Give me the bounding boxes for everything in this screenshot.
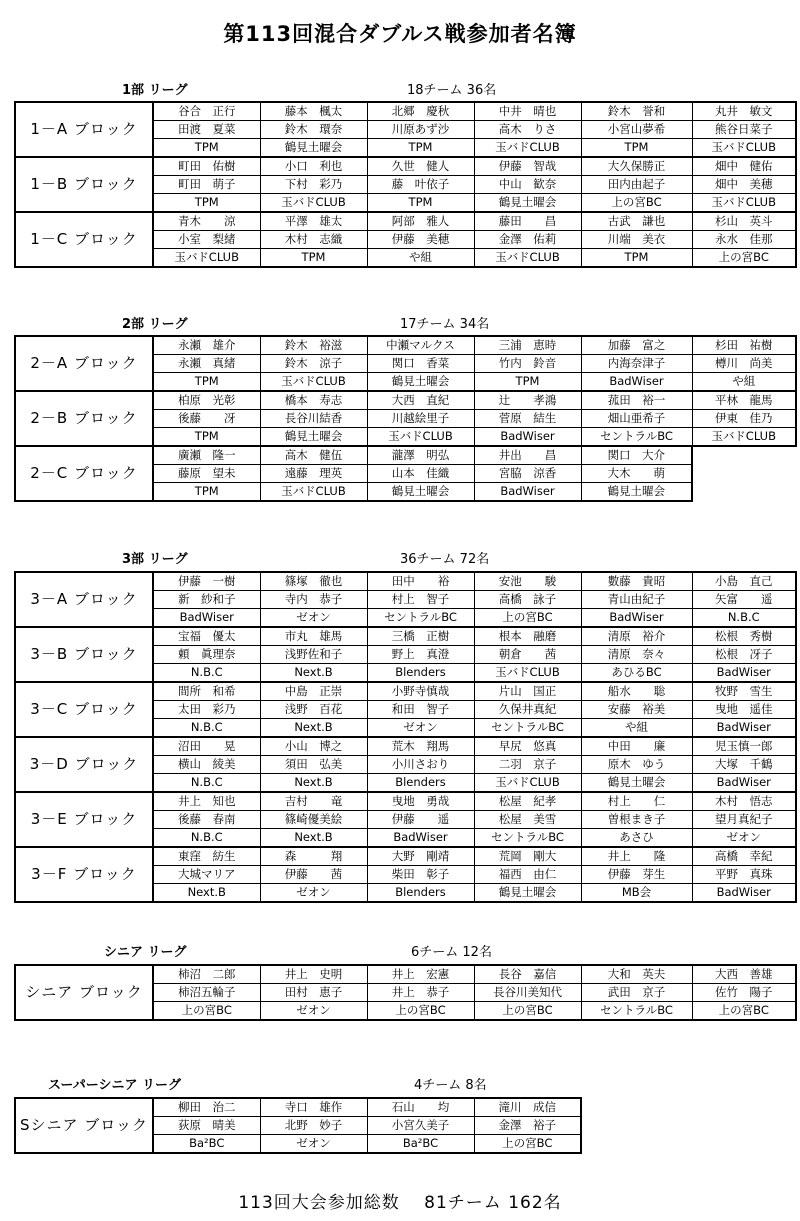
player-name: 古武 謙也 (581, 212, 692, 231)
player-name: 中井 晴也 (474, 102, 581, 121)
player-name: 武田 京子 (581, 984, 692, 1002)
player-name: 関口 大介 (581, 446, 692, 465)
player-row (15, 102, 796, 121)
player-name: 吉村 竜 (260, 792, 367, 811)
player-name: 木村 志織 (260, 231, 367, 249)
player-name: 遠藤 理英 (260, 465, 367, 483)
player-name: 松屋 紀孝 (474, 792, 581, 811)
player-name: 小川さおり (367, 756, 474, 774)
club-name: BadWiser (692, 774, 796, 793)
player-name: 伊東 佳乃 (692, 410, 796, 428)
player-name: 大塚 千鶴 (692, 756, 796, 774)
player-name: 寺内 恭子 (260, 591, 367, 609)
player-name: 新 紗和子 (153, 591, 260, 609)
player-name: 中田 廉 (581, 737, 692, 756)
player-name: 浅野 百花 (260, 701, 367, 719)
player-name: 畑中 健佑 (692, 157, 796, 176)
player-name: 青山由紀子 (581, 591, 692, 609)
player-name: 町田 佑樹 (153, 157, 260, 176)
player-name: 川端 美衣 (581, 231, 692, 249)
player-name: 大久保勝正 (581, 157, 692, 176)
player-name: 廣瀬 隆一 (153, 446, 260, 465)
player-name: 小山 博之 (260, 737, 367, 756)
club-name: 鶴見土曜会 (367, 483, 474, 502)
club-name: BadWiser (581, 609, 692, 628)
league-team-count: 18チーム 36名 (407, 83, 497, 98)
player-name: 柳田 治二 (153, 1098, 260, 1117)
league-name: 1部 リーグ (122, 83, 188, 98)
club-name: N.B.C (692, 609, 796, 628)
player-name: 間所 和希 (153, 682, 260, 701)
player-name: 荒木 翔馬 (367, 737, 474, 756)
club-name: BadWiser (581, 373, 692, 392)
league-header (0, 1072, 800, 1092)
player-name: 須田 弘美 (260, 756, 367, 774)
player-name: 鈴木 涼子 (260, 355, 367, 373)
league-team-count: 36チーム 72名 (400, 552, 490, 567)
player-row (15, 1098, 581, 1117)
club-name: Ba²BC (153, 1135, 260, 1154)
player-name: 川原あず沙 (367, 121, 474, 139)
player-name: 田内由起子 (581, 176, 692, 194)
player-name: 高木 りさ (474, 121, 581, 139)
player-name: 井上 恭子 (367, 984, 474, 1002)
player-name: 小野寺慎哉 (367, 682, 474, 701)
club-name: 上の宮BC (581, 194, 692, 213)
player-name: 関口 香菜 (367, 355, 474, 373)
player-row (15, 682, 796, 701)
player-name: 寺口 雄作 (260, 1098, 367, 1117)
player-name: 二羽 京子 (474, 756, 581, 774)
player-name: 片山 国正 (474, 682, 581, 701)
league-table (14, 571, 797, 903)
club-name: ゼオン (260, 1002, 367, 1021)
player-name: 早尻 悠真 (474, 737, 581, 756)
player-name: 井上 史明 (260, 965, 367, 984)
player-name: 三浦 恵時 (474, 336, 581, 355)
player-name: 井上 隆 (581, 847, 692, 866)
player-name: 市丸 雄馬 (260, 627, 367, 646)
player-name: 松屋 美雪 (474, 811, 581, 829)
player-name: 藤原 望未 (153, 465, 260, 483)
player-name: 横山 綾美 (153, 756, 260, 774)
player-name: 柿沼 二郎 (153, 965, 260, 984)
player-name: 篠崎優美絵 (260, 811, 367, 829)
league-header (0, 546, 800, 566)
block-label: 3－A ブロック (15, 572, 153, 627)
player-name: 原木 ゆう (581, 756, 692, 774)
player-name: 樽川 尚美 (692, 355, 796, 373)
club-name: 玉バドCLUB (153, 249, 260, 268)
club-name: 鶴見土曜会 (474, 194, 581, 213)
player-name: 平澤 雄太 (260, 212, 367, 231)
club-name: 玉バドCLUB (474, 664, 581, 683)
player-row (15, 737, 796, 756)
league-table (14, 964, 797, 1021)
club-name: 玉バドCLUB (260, 373, 367, 392)
block-label: シニア ブロック (15, 965, 153, 1020)
player-name: 浅野佐和子 (260, 646, 367, 664)
league-header (0, 77, 800, 97)
club-name: Ba²BC (367, 1135, 474, 1154)
player-name: 船水 聡 (581, 682, 692, 701)
player-name: 太田 彩乃 (153, 701, 260, 719)
club-name: Next.B (260, 664, 367, 683)
player-name: 畑山亜希子 (581, 410, 692, 428)
player-name: 高木 健伍 (260, 446, 367, 465)
block-label: 1－A ブロック (15, 102, 153, 157)
player-row (15, 792, 796, 811)
club-name: 鶴見土曜会 (367, 373, 474, 392)
club-name: TPM (581, 139, 692, 158)
club-name: Next.B (260, 774, 367, 793)
club-name: や組 (581, 719, 692, 738)
player-name: 山本 佳織 (367, 465, 474, 483)
club-name: 上の宮BC (474, 1135, 581, 1154)
club-name: あさひ (581, 829, 692, 848)
club-name: ゼオン (260, 884, 367, 903)
player-name: 高橋 詠子 (474, 591, 581, 609)
league-name: 3部 リーグ (122, 552, 188, 567)
block-label: Sシニア ブロック (15, 1098, 153, 1153)
player-row (15, 627, 796, 646)
player-name: 村上 智子 (367, 591, 474, 609)
player-row (15, 965, 796, 984)
player-name: 藤田 昌 (474, 212, 581, 231)
club-name: ゼオン (260, 609, 367, 628)
player-name: 辻 孝鴻 (474, 391, 581, 410)
club-name: 玉バドCLUB (692, 139, 796, 158)
club-name: 上の宮BC (153, 1002, 260, 1021)
player-name: 長谷川美知代 (474, 984, 581, 1002)
player-name: 望月真紀子 (692, 811, 796, 829)
club-name: MB会 (581, 884, 692, 903)
club-name: BadWiser (692, 884, 796, 903)
player-name: 石山 均 (367, 1098, 474, 1117)
player-name: 三橋 正樹 (367, 627, 474, 646)
player-name: 荻原 晴美 (153, 1117, 260, 1135)
club-name: Blenders (367, 884, 474, 903)
club-name: ゼオン (367, 719, 474, 738)
player-name: 柿沼五輪子 (153, 984, 260, 1002)
club-name: 上の宮BC (474, 1002, 581, 1021)
page-title: 第113回混合ダブルス戦参加者名簿 (223, 22, 577, 46)
club-name: TPM (367, 194, 474, 213)
club-name: 上の宮BC (367, 1002, 474, 1021)
player-name: 小口 利也 (260, 157, 367, 176)
club-name: TPM (153, 373, 260, 392)
club-name: 上の宮BC (692, 1002, 796, 1021)
player-name: 篠塚 徹也 (260, 572, 367, 591)
club-name: Blenders (367, 664, 474, 683)
player-name: 伊藤 一樹 (153, 572, 260, 591)
league-table (14, 1097, 582, 1154)
club-name: TPM (153, 483, 260, 502)
club-name: 玉バドCLUB (474, 139, 581, 158)
club-name: ゼオン (260, 1135, 367, 1154)
club-name: 玉バドCLUB (692, 194, 796, 213)
player-name: 田村 恵子 (260, 984, 367, 1002)
player-name: 加藤 富之 (581, 336, 692, 355)
player-name: 井上 知也 (153, 792, 260, 811)
player-name: 滝川 成信 (474, 1098, 581, 1117)
club-name: N.B.C (153, 664, 260, 683)
club-name: BadWiser (474, 483, 581, 502)
player-name: 長谷川結香 (260, 410, 367, 428)
player-name: 内海奈津子 (581, 355, 692, 373)
club-name: 鶴見土曜会 (474, 884, 581, 903)
player-name: 瀧澤 明弘 (367, 446, 474, 465)
player-name: 小宮山夢希 (581, 121, 692, 139)
club-name: セントラルBC (474, 829, 581, 848)
player-name: 児玉慎一郎 (692, 737, 796, 756)
player-name: 畑中 美穂 (692, 176, 796, 194)
player-name: 藤 叶依子 (367, 176, 474, 194)
league-table (14, 101, 797, 268)
club-name: や組 (692, 373, 796, 392)
player-name: 大西 善雄 (692, 965, 796, 984)
club-name: 玉バドCLUB (692, 428, 796, 447)
player-name: 曽根まき子 (581, 811, 692, 829)
club-name: TPM (153, 139, 260, 158)
league-header (0, 939, 800, 959)
player-name: 田中 裕 (367, 572, 474, 591)
player-name: 宝福 優太 (153, 627, 260, 646)
block-label: 3－F ブロック (15, 847, 153, 902)
player-name: 阿部 雅人 (367, 212, 474, 231)
player-name: 數藤 貴昭 (581, 572, 692, 591)
player-name: 永水 佳那 (692, 231, 796, 249)
player-name: 伊藤 智哉 (474, 157, 581, 176)
player-name: 高橋 幸紀 (692, 847, 796, 866)
club-name: 鶴見土曜会 (260, 139, 367, 158)
player-name: 丸井 敏文 (692, 102, 796, 121)
player-name: 谷合 正行 (153, 102, 260, 121)
player-name: 久保井真紀 (474, 701, 581, 719)
player-name: 佐竹 陽子 (692, 984, 796, 1002)
player-name: 鈴木 誉和 (581, 102, 692, 121)
block-label: 2－A ブロック (15, 336, 153, 391)
club-name: BadWiser (474, 428, 581, 447)
league-team-count: 6チーム 12名 (411, 945, 492, 960)
player-name: 井出 昌 (474, 446, 581, 465)
player-row (15, 446, 796, 465)
player-name: 久世 健人 (367, 157, 474, 176)
player-name: 小宮久美子 (367, 1117, 474, 1135)
player-name: 中瀬マルクス (367, 336, 474, 355)
club-name: BadWiser (692, 719, 796, 738)
club-name: TPM (474, 373, 581, 392)
player-name: 沼田 晃 (153, 737, 260, 756)
player-name: 田渡 夏菜 (153, 121, 260, 139)
club-name: 玉バドCLUB (260, 194, 367, 213)
club-name: Next.B (260, 829, 367, 848)
club-name: N.B.C (153, 829, 260, 848)
player-name: 長谷 嘉信 (474, 965, 581, 984)
player-name: 北野 妙子 (260, 1117, 367, 1135)
player-name: 清原 裕介 (581, 627, 692, 646)
club-name: TPM (153, 194, 260, 213)
player-name: 大西 直紀 (367, 391, 474, 410)
player-row (15, 847, 796, 866)
club-name: BadWiser (153, 609, 260, 628)
player-name: 平野 真珠 (692, 866, 796, 884)
club-name: N.B.C (153, 719, 260, 738)
club-name: セントラルBC (581, 428, 692, 447)
club-name: TPM (581, 249, 692, 268)
player-name: 橋本 寿志 (260, 391, 367, 410)
club-name: 上の宮BC (692, 249, 796, 268)
league-team-count: 17チーム 34名 (400, 317, 490, 332)
total-summary: 113回大会参加総数 81チーム 162名 (238, 1193, 562, 1213)
block-label: 3－E ブロック (15, 792, 153, 847)
club-name: 玉バドCLUB (260, 483, 367, 502)
block-label: 1－C ブロック (15, 212, 153, 267)
player-row (15, 157, 796, 176)
club-name: BadWiser (367, 829, 474, 848)
player-name: 鈴木 裕滋 (260, 336, 367, 355)
player-name: 藤本 楓太 (260, 102, 367, 121)
league-table (14, 335, 797, 502)
player-name: 朝倉 茜 (474, 646, 581, 664)
player-name: 大野 剛靖 (367, 847, 474, 866)
player-name: 曳地 勇哉 (367, 792, 474, 811)
block-label: 2－C ブロック (15, 446, 153, 501)
player-name: 北郷 慶秋 (367, 102, 474, 121)
player-name: 柴田 彰子 (367, 866, 474, 884)
player-name: 森 翔 (260, 847, 367, 866)
player-row (15, 391, 796, 410)
player-name: 安藤 裕美 (581, 701, 692, 719)
player-name: 中山 歓奈 (474, 176, 581, 194)
block-label: 3－B ブロック (15, 627, 153, 682)
player-name: 大城マリア (153, 866, 260, 884)
player-name: 永瀬 真緒 (153, 355, 260, 373)
club-name: 鶴見土曜会 (260, 428, 367, 447)
league-team-count: 4チーム 8名 (414, 1078, 487, 1093)
player-name: 野上 真澄 (367, 646, 474, 664)
club-name: 鶴見土曜会 (581, 774, 692, 793)
league-name: シニア リーグ (104, 945, 187, 960)
club-name: 玉バドCLUB (474, 249, 581, 268)
club-name: セントラルBC (474, 719, 581, 738)
player-name: 宮脇 涼香 (474, 465, 581, 483)
player-name: 中島 正崇 (260, 682, 367, 701)
club-name: Next.B (260, 719, 367, 738)
club-name: 玉バドCLUB (474, 774, 581, 793)
player-name: 小室 梨緒 (153, 231, 260, 249)
club-name: Blenders (367, 774, 474, 793)
club-name: ゼオン (692, 829, 796, 848)
player-name: 大和 英夫 (581, 965, 692, 984)
player-name: 杉山 英斗 (692, 212, 796, 231)
player-name: 頼 眞理奈 (153, 646, 260, 664)
club-name: TPM (367, 139, 474, 158)
player-name: 矢富 遥 (692, 591, 796, 609)
player-name: 松根 秀樹 (692, 627, 796, 646)
player-name: 伊藤 茜 (260, 866, 367, 884)
club-name: TPM (260, 249, 367, 268)
club-name: セントラルBC (367, 609, 474, 628)
league-name: 2部 リーグ (122, 317, 188, 332)
block-label: 3－C ブロック (15, 682, 153, 737)
league-header (0, 311, 800, 331)
player-name: 小島 直己 (692, 572, 796, 591)
player-name: 伊藤 遥 (367, 811, 474, 829)
player-row (15, 572, 796, 591)
player-name: 和田 智子 (367, 701, 474, 719)
player-name: 平林 龍馬 (692, 391, 796, 410)
league-name: スーパーシニア リーグ (48, 1078, 181, 1093)
club-name: 上の宮BC (474, 609, 581, 628)
club-name: あひるBC (581, 664, 692, 683)
club-name: 鶴見土曜会 (581, 483, 692, 502)
player-name: 熊谷日菜子 (692, 121, 796, 139)
player-name: 大木 萌 (581, 465, 692, 483)
player-name: 菰田 裕一 (581, 391, 692, 410)
player-row (15, 336, 796, 355)
player-name: 村上 仁 (581, 792, 692, 811)
player-name: 伊藤 芽生 (581, 866, 692, 884)
player-name: 伊藤 美穂 (367, 231, 474, 249)
club-name: Next.B (153, 884, 260, 903)
player-name: 金澤 裕子 (474, 1117, 581, 1135)
club-name: BadWiser (692, 664, 796, 683)
player-name: 牧野 雪生 (692, 682, 796, 701)
player-row (15, 212, 796, 231)
player-name: 後藤 冴 (153, 410, 260, 428)
player-name: 福西 由仁 (474, 866, 581, 884)
player-name: 柏原 光彰 (153, 391, 260, 410)
player-name: 竹内 鈴音 (474, 355, 581, 373)
player-name: 安池 駿 (474, 572, 581, 591)
player-name: 後藤 春南 (153, 811, 260, 829)
player-name: 鈴木 環奈 (260, 121, 367, 139)
player-name: 松根 冴子 (692, 646, 796, 664)
player-name: 青木 涼 (153, 212, 260, 231)
club-name: セントラルBC (581, 1002, 692, 1021)
player-name: 町田 萌子 (153, 176, 260, 194)
player-name: 荒岡 剛大 (474, 847, 581, 866)
club-name: や組 (367, 249, 474, 268)
player-name: 菅原 結生 (474, 410, 581, 428)
player-name: 下村 彩乃 (260, 176, 367, 194)
player-name: 永瀬 雄介 (153, 336, 260, 355)
club-name: TPM (153, 428, 260, 447)
club-name: 玉バドCLUB (367, 428, 474, 447)
block-label: 1－B ブロック (15, 157, 153, 212)
player-name: 杉田 祐樹 (692, 336, 796, 355)
player-name: 根本 融磨 (474, 627, 581, 646)
player-name: 金澤 佑莉 (474, 231, 581, 249)
player-name: 東窪 紡生 (153, 847, 260, 866)
player-name: 曳地 遥佳 (692, 701, 796, 719)
block-label: 3－D ブロック (15, 737, 153, 792)
player-name: 井上 宏憲 (367, 965, 474, 984)
player-name: 木村 悟志 (692, 792, 796, 811)
block-label: 2－B ブロック (15, 391, 153, 446)
club-name: N.B.C (153, 774, 260, 793)
player-name: 川越絵里子 (367, 410, 474, 428)
player-name: 清原 奈々 (581, 646, 692, 664)
